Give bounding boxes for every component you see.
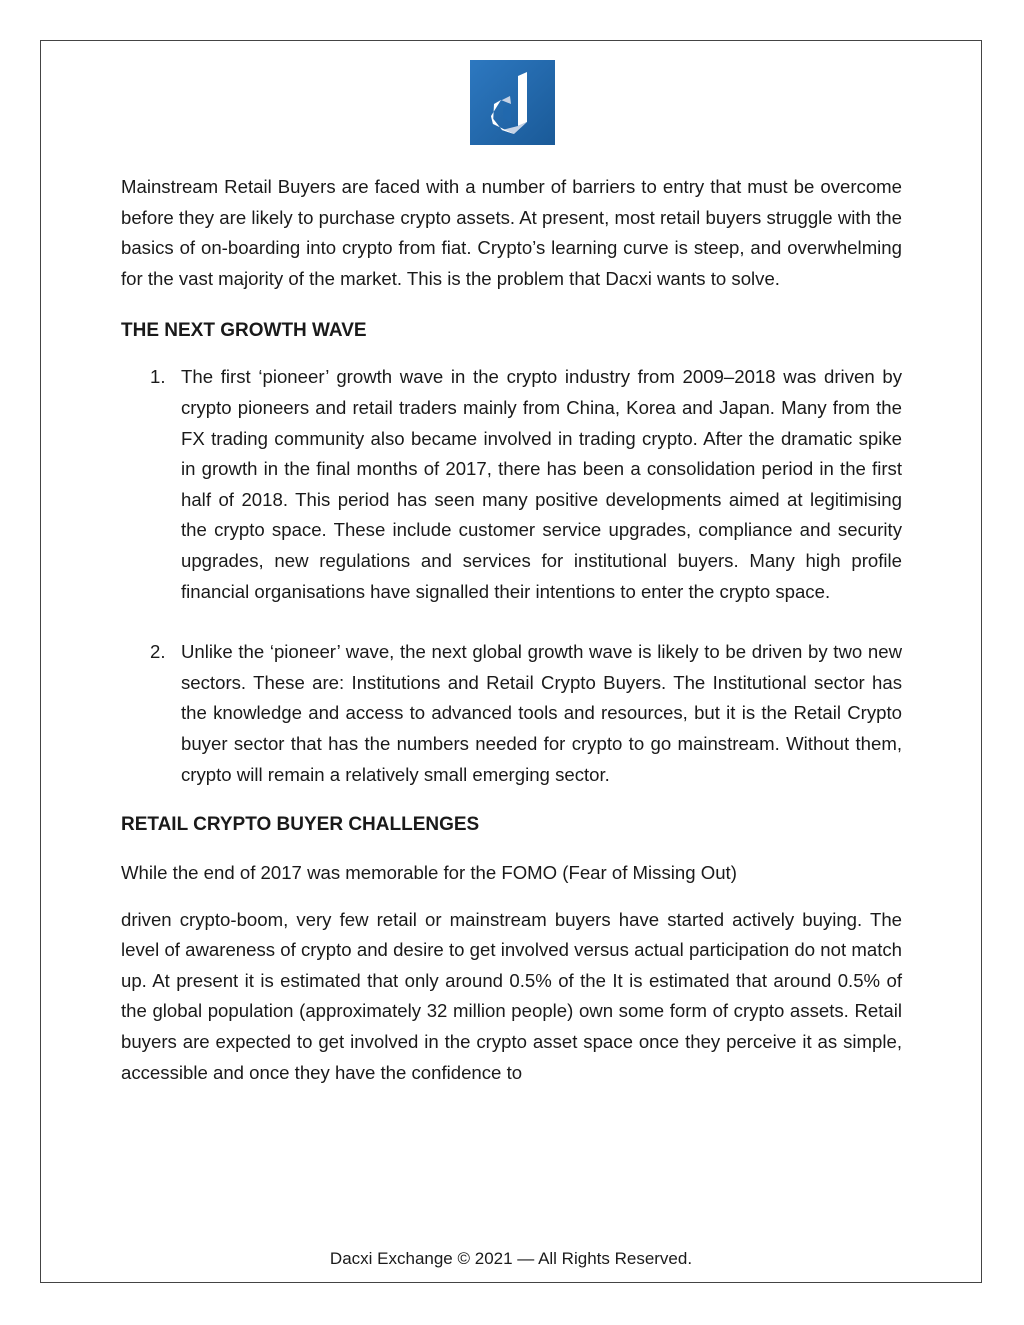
retail-paragraph-1: While the end of 2017 was memorable for the FOMO (Fear of Missing Out) [121, 862, 737, 884]
footer-copyright: Dacxi Exchange © 2021 — All Rights Reserved. [329, 1249, 693, 1268]
retail-challenges-heading: RETAIL CRYPTO BUYER CHALLENGES [121, 814, 480, 836]
list-number: 2. [150, 641, 166, 663]
growth-wave-list [121, 362, 902, 790]
list-item [121, 637, 902, 790]
list-item [121, 362, 902, 607]
dacxi-logo-glyph [470, 60, 555, 145]
list-item-text: Unlike the ‘pioneer’ wave, the next global growth wave is likely to be driven by two new sectors. These are: Institutions and Retail Crypto Buyers. The Institutional sector has the knowledge and access to advanced tools and resources, but it is the Retail Crypto buyer sector that has the numbers needed for crypto to go mainstream. Without them, crypto will remain a relatively small emerging sector. [181, 641, 902, 785]
list-item-text: The first ‘pioneer’ growth wave in the crypto industry from 2009–2018 was driven by crypto pioneers and retail traders mainly from China, Korea and Japan. Many from the FX trading community also became involved in trading crypto. After the dramatic spike in growth in the final months of 2017, there has been a consolidation period in the first half of 2018. This period has seen many positive developments aimed at legitimising the crypto space. These include customer service upgrades, compliance and security upgrades, new regulations and services for institutional buyers. Many high profile financial organisations have signalled their intentions to enter the crypto space. [181, 366, 902, 602]
document-body [121, 172, 902, 1088]
retail-paragraph-2: driven crypto-boom, very few retail or mainstream buyers have started actively buying. The level of awareness of crypto and desire to get involved versus actual participation do not match up. At present it is estimated that only around 0.5% of the It is estimated that around 0.5% of the global population (approximately 32 million people) own some form of crypto assets. Retail buyers are expected to get involved in the crypto asset space once they perceive it as simple, accessible and once they have the confidence to [121, 908, 902, 1083]
dacxi-logo-icon [470, 60, 555, 145]
growth-wave-heading: THE NEXT GROWTH WAVE [121, 320, 367, 342]
intro-paragraph: Mainstream Retail Buyers are faced with a number of barriers to entry that must be overcome before they are likely to purchase crypto assets. At present, most retail buyers struggle with the basics of on-boarding into crypto from fiat. Crypto’s learning curve is steep, and overwhelming for the vast majority of the market. This is the problem that Dacxi wants to solve. [121, 176, 902, 289]
list-number: 1. [150, 366, 166, 388]
